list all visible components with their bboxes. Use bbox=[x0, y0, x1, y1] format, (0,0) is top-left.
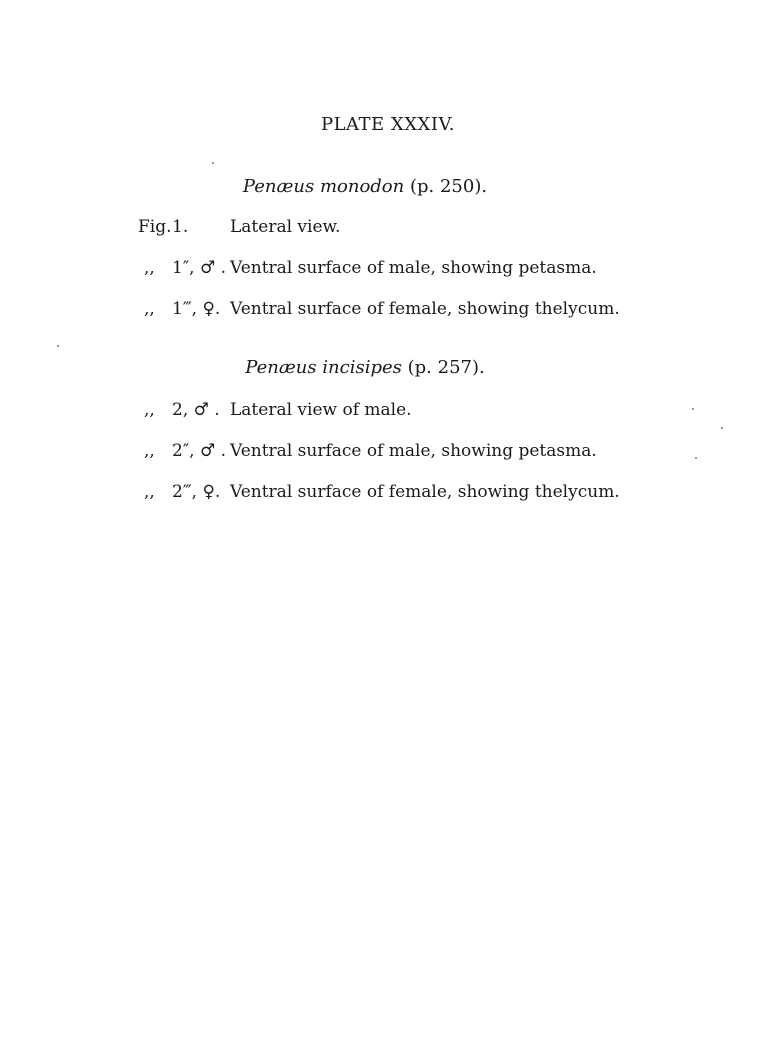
page-reference: (p. 250). bbox=[409, 176, 488, 197]
figure-description: Lateral view. bbox=[230, 217, 341, 237]
figure-description: Ventral surface of female, showing thelycum. bbox=[230, 299, 620, 319]
ditto-mark: ,, bbox=[144, 299, 155, 319]
ditto-mark: ,, bbox=[144, 258, 155, 278]
figure-number: 1. bbox=[172, 217, 189, 237]
page-reference: (p. 257). bbox=[407, 357, 485, 378]
figure-entry bbox=[0, 400, 776, 424]
figure-entry bbox=[0, 258, 776, 282]
scan-speck bbox=[57, 345, 59, 347]
figure-description: Ventral surface of male, showing petasma. bbox=[230, 441, 597, 461]
plate-title: PLATE XXXIV. bbox=[320, 114, 456, 135]
scan-speck bbox=[695, 457, 697, 459]
figure-number: 1‴, ♀. bbox=[172, 299, 221, 319]
ditto-mark: ,, bbox=[144, 441, 155, 461]
ditto-mark: ,, bbox=[144, 400, 155, 420]
ditto-mark: ,, bbox=[144, 482, 155, 502]
figure-entry bbox=[0, 299, 776, 323]
figure-number: 2″, ♂ . bbox=[172, 441, 227, 461]
section-heading-monodon bbox=[0, 176, 730, 197]
figure-description: Lateral view of male. bbox=[230, 400, 412, 420]
scan-speck bbox=[692, 408, 694, 410]
figure-number: 1″, ♂ . bbox=[172, 258, 227, 278]
figure-description: Ventral surface of female, showing thelycum. bbox=[230, 482, 620, 502]
figure-number: 2‴, ♀. bbox=[172, 482, 221, 502]
scan-speck bbox=[212, 162, 214, 164]
section-heading-incisipes bbox=[0, 357, 730, 378]
figure-entry bbox=[0, 217, 776, 241]
species-name: Penæus incisipes bbox=[245, 357, 402, 378]
figure-prefix: Fig. bbox=[138, 217, 172, 237]
figure-entry bbox=[0, 441, 776, 465]
figure-number: 2, ♂ . bbox=[172, 400, 220, 420]
figure-entry bbox=[0, 482, 776, 506]
scan-speck bbox=[721, 427, 723, 429]
species-name: Penæus monodon bbox=[242, 176, 405, 197]
figure-description: Ventral surface of male, showing petasma. bbox=[230, 258, 597, 278]
